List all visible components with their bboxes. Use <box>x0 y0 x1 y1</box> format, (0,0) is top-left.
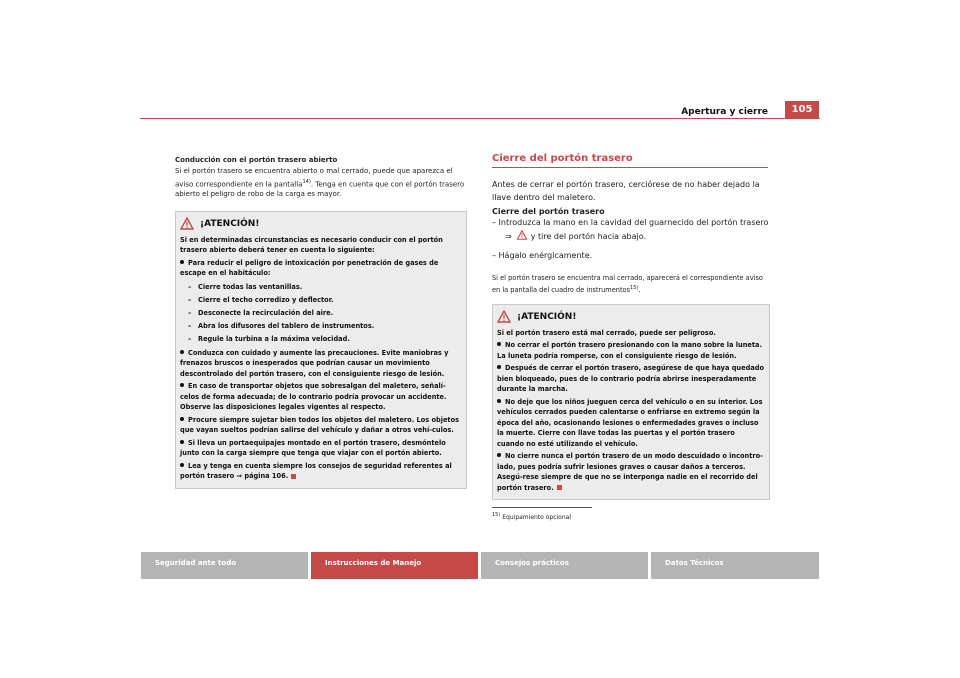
chapter-title: Apertura y cierre <box>681 107 768 117</box>
left-column <box>175 156 467 489</box>
warning-header <box>180 216 461 232</box>
nav-tab-seguridad[interactable]: Seguridad ante todo <box>141 552 308 579</box>
right-note: Si el portón trasero se encuentra mal cerrado, aparecerá el correspondiente aviso en la pantalla del cuadro de instrumentos$^{15)}$. <box>492 273 763 294</box>
warning-title: ¡ATENCIÓN! <box>517 311 577 322</box>
left-heading: Conducción con el portón trasero abierto <box>175 156 338 164</box>
warning-bullet: Procure siempre sujetar bien todos los objetos del maletero. Los objetos que vayan sueltos podrían salirse del vehículo y dañar a otros vehí-culos. <box>180 415 460 435</box>
step-item: – Hágalo enérgicamente. <box>492 251 593 260</box>
step-item: – Introduzca la mano en la cavidad del guarnecido del portón trasero ⇒ y tire del portón hacia abajo. <box>492 218 769 241</box>
bullet-icon <box>180 463 184 467</box>
right-subheading: Cierre del portón trasero <box>492 207 605 216</box>
left-intro: Si el portón trasero se encuentra abierto o mal cerrado, puede que aparezca el aviso correspondiente en la pantalla$^{14)}$. Tenga en cuenta que con el portón trasero abierto el peligro de robo de la carga es mayor. <box>175 167 465 199</box>
bullet-icon <box>497 453 501 457</box>
page-number-badge: 105 <box>785 101 819 119</box>
warning-bullet: Después de cerrar el portón trasero, asegúrese de que haya quedado bien bloqueado, pues de lo contrario podría abrirse inesperadamente durante la marcha. <box>497 364 765 394</box>
warning-triangle-icon <box>497 310 511 323</box>
warning-title: ¡ATENCIÓN! <box>200 218 260 229</box>
warning-bullet: Si lleva un portaequipajes montado en el portón trasero, desmóntelo junto con la carga siempre que tenga que viajar con el portón abierto. <box>180 438 446 458</box>
warning-lead: Si el portón trasero está mal cerrado, puede ser peligroso. <box>497 328 716 337</box>
section-rule <box>492 167 768 168</box>
section-end-icon <box>291 474 296 479</box>
warning-triangle-icon <box>180 217 194 230</box>
list-item: – Regule la turbina a la máxima velocidad. <box>188 334 350 343</box>
right-intro: Antes de cerrar el portón trasero, cerciórese de no haber dejado la llave dentro del maletero. <box>492 180 760 202</box>
bullet-icon <box>180 350 184 354</box>
footnote: $^{15)}$ Equipamiento opcional <box>492 512 572 522</box>
ventilation-steps-list <box>180 281 461 346</box>
warning-bullet: No deje que los niños jueguen cerca del vehículo o en su interior. Los vehículos cerrados pueden calentarse o enfriarse en extremo según la época del año, ocasionando lesiones o enfermedades graves o incluso la muerte. Cierre con llave todas las puertas y el portón trasero cuando no esté utilizando el vehículo. <box>497 397 763 448</box>
bullet-icon <box>180 260 184 264</box>
warning-triangle-icon <box>516 230 528 240</box>
section-title: Cierre del portón trasero <box>492 153 633 164</box>
bullet-icon <box>497 365 501 369</box>
list-item: – Desconecte la recirculación del aire. <box>188 308 334 317</box>
warning-box-left <box>175 211 467 489</box>
warning-bullet: No cierre nunca el portón trasero de un modo descuidado o incontro-lado, pues podría sufrir lesiones graves o causar daños a terceros. Asegú-rese siempre de que no se interponga nadie en el recorrido del portón trasero. <box>497 452 763 492</box>
warning-bullet: Conduzca con cuidado y aumente las precauciones. Evite maniobras y frenazos bruscos o inesperados que podrían causar un movimiento descontrolado del portón trasero, con el consiguiente riesgo de lesión. <box>180 348 449 378</box>
footnote-ref-14[interactable]: 14) <box>302 178 311 185</box>
bullet-icon <box>180 417 184 421</box>
warning-lead: Si en determinadas circunstancias es necesario conducir con el portón trasero abierto deberá tener en cuenta lo siguiente: <box>180 235 443 255</box>
section-end-icon <box>557 485 562 490</box>
list-item: – Cierre todas las ventanillas. <box>188 282 303 291</box>
right-column <box>492 153 770 521</box>
warning-bullet: Para reducir el peligro de intoxicación por penetración de gases de escape en el habitáculo: <box>180 258 439 278</box>
warning-bullet: En caso de transportar objetos que sobresalgan del maletero, señalí-celos de forma adecuada; de lo contrario podría provocar un accidente. Observe las disposiciones legales vigentes al respecto. <box>180 382 447 412</box>
warning-header <box>497 309 764 325</box>
warning-bullet: No cerrar el portón trasero presionando con la mano sobre la luneta. La luneta podría romperse, con el consiguiente riesgo de lesión. <box>497 341 762 360</box>
warning-box-right <box>492 304 770 501</box>
footnote-rule <box>492 507 592 508</box>
footnote-ref-15[interactable]: 15) <box>630 284 639 291</box>
header-rule <box>140 118 820 119</box>
list-item: – Cierre el techo corredizo y deflector. <box>188 295 334 304</box>
bullet-icon <box>180 440 184 444</box>
nav-tab-instrucciones[interactable]: Instrucciones de Manejo <box>311 552 478 579</box>
nav-tab-consejos[interactable]: Consejos prácticos <box>481 552 648 579</box>
page-reference-link[interactable]: ⇒ página 106. <box>236 472 289 481</box>
warning-bullet: Lea y tenga en cuenta siempre los consejos de seguridad referentes al portón trasero ⇒ página 106. <box>180 461 452 481</box>
bullet-icon <box>497 399 501 403</box>
bullet-icon <box>180 383 184 387</box>
list-item: – Abra los difusores del tablero de instrumentos. <box>188 321 375 330</box>
bullet-icon <box>497 342 501 346</box>
nav-tab-datos[interactable]: Datos Técnicos <box>651 552 819 579</box>
warning-reference-link[interactable]: ⇒ <box>505 232 531 241</box>
